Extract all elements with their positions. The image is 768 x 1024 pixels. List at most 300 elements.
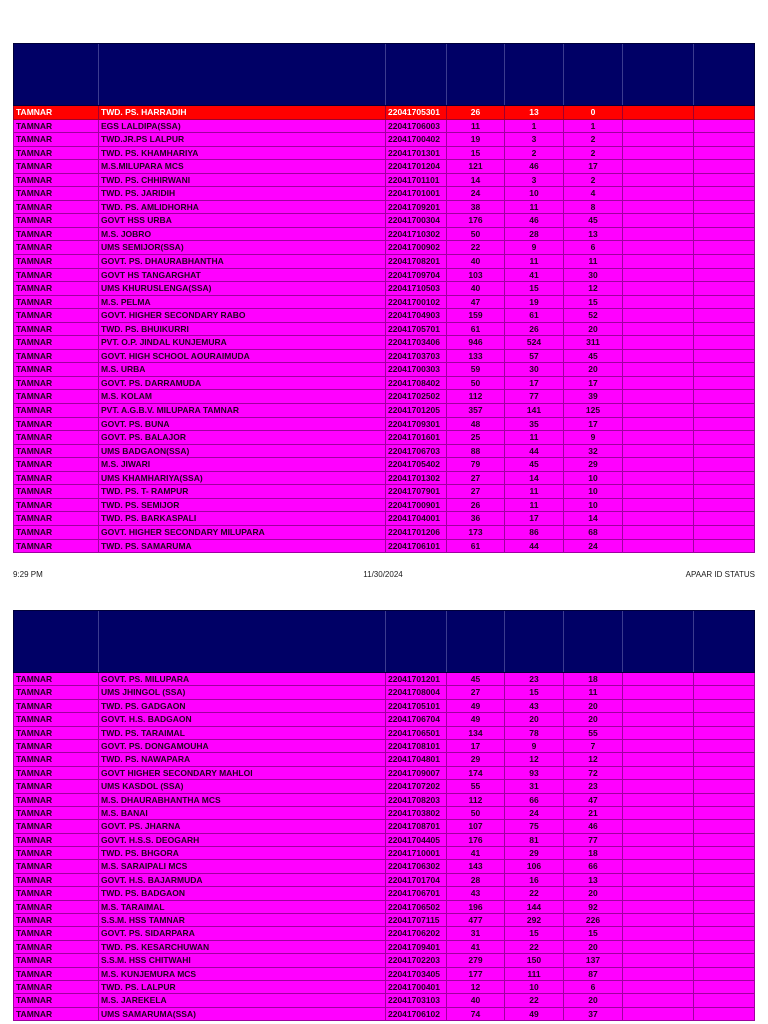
table-header-row [13, 610, 755, 673]
count-cell: 226 [564, 914, 623, 926]
table-row [13, 228, 755, 242]
count-cell: 12 [447, 981, 505, 993]
highlighted-table-row [13, 106, 755, 120]
udise-code-cell: 22041709201 [386, 201, 447, 214]
school-name-cell: M.S. KUNJEMURA MCS [99, 968, 386, 980]
empty-cell [694, 174, 754, 187]
school-name-cell: TWD.JR.PS LALPUR [99, 133, 386, 146]
count-cell: 36 [447, 512, 505, 525]
count-cell: 10 [564, 485, 623, 498]
empty-cell [623, 336, 694, 349]
table-row [13, 445, 755, 459]
count-cell: 29 [505, 847, 564, 859]
block-name-cell: TAMNAR [14, 901, 99, 913]
block-name-cell: TAMNAR [14, 390, 99, 403]
count-cell: 21 [564, 807, 623, 819]
count-cell: 61 [447, 323, 505, 336]
udise-code-cell: 22041700401 [386, 981, 447, 993]
header-cell [14, 44, 99, 105]
count-cell: 11 [505, 255, 564, 268]
empty-cell [694, 941, 754, 953]
empty-cell [694, 860, 754, 872]
block-name-cell: TAMNAR [14, 472, 99, 485]
empty-cell [623, 981, 694, 993]
table-row [13, 485, 755, 499]
count-cell: 6 [564, 241, 623, 254]
block-name-cell: TAMNAR [14, 499, 99, 512]
empty-cell [694, 994, 754, 1006]
count-cell: 27 [447, 472, 505, 485]
school-name-cell: TWD. PS. SEMIJOR [99, 499, 386, 512]
table-body [13, 673, 755, 1021]
udise-code-cell: 22041707115 [386, 914, 447, 926]
count-cell: 30 [564, 269, 623, 282]
table-body [13, 106, 755, 553]
school-name-cell: M.S. JOBRO [99, 228, 386, 241]
empty-cell [623, 727, 694, 739]
block-name-cell: TAMNAR [14, 106, 99, 119]
empty-cell [623, 780, 694, 792]
empty-cell [694, 485, 754, 498]
count-cell: 15 [505, 282, 564, 295]
block-name-cell: TAMNAR [14, 431, 99, 444]
count-cell: 7 [564, 740, 623, 752]
empty-cell [694, 214, 754, 227]
udise-code-cell: 22041703406 [386, 336, 447, 349]
udise-code-cell: 22041700402 [386, 133, 447, 146]
udise-code-cell: 22041710302 [386, 228, 447, 241]
count-cell: 50 [447, 228, 505, 241]
empty-cell [623, 241, 694, 254]
empty-cell [694, 673, 754, 685]
count-cell: 47 [564, 794, 623, 806]
count-cell: 52 [564, 309, 623, 322]
count-cell: 66 [505, 794, 564, 806]
empty-cell [694, 740, 754, 752]
table-row [13, 994, 755, 1007]
empty-cell [623, 887, 694, 899]
count-cell: 477 [447, 914, 505, 926]
school-name-cell: M.S. SARAIPALI MCS [99, 860, 386, 872]
empty-cell [623, 740, 694, 752]
empty-cell [623, 847, 694, 859]
school-name-cell: TWD. PS. JARIDIH [99, 187, 386, 200]
count-cell: 2 [564, 147, 623, 160]
school-name-cell: UMS SEMIJOR(SSA) [99, 241, 386, 254]
header-cell [564, 44, 623, 105]
empty-cell [694, 106, 754, 119]
block-name-cell: TAMNAR [14, 404, 99, 417]
count-cell: 112 [447, 794, 505, 806]
empty-cell [623, 160, 694, 173]
count-cell: 11 [564, 255, 623, 268]
school-name-cell: TWD. PS. TARAIMAL [99, 727, 386, 739]
udise-code-cell: 22041700304 [386, 214, 447, 227]
count-cell: 45 [564, 214, 623, 227]
empty-cell [623, 214, 694, 227]
empty-cell [694, 753, 754, 765]
udise-code-cell: 22041704903 [386, 309, 447, 322]
udise-code-cell: 22041700902 [386, 241, 447, 254]
block-name-cell: TAMNAR [14, 201, 99, 214]
udise-code-cell: 22041704405 [386, 834, 447, 846]
school-name-cell: UMS KHURUSLENGA(SSA) [99, 282, 386, 295]
udise-code-cell: 22041700303 [386, 363, 447, 376]
footer-date: 11/30/2024 [363, 570, 403, 579]
count-cell: 92 [564, 901, 623, 913]
count-cell: 77 [564, 834, 623, 846]
header-cell [505, 611, 564, 672]
block-name-cell: TAMNAR [14, 512, 99, 525]
status-table-page-1 [13, 43, 755, 553]
table-row [13, 363, 755, 377]
count-cell: 22 [505, 994, 564, 1006]
udise-code-cell: 22041706703 [386, 445, 447, 458]
school-name-cell: UMS KASDOL (SSA) [99, 780, 386, 792]
block-name-cell: TAMNAR [14, 241, 99, 254]
school-name-cell: S.S.M. HSS TAMNAR [99, 914, 386, 926]
header-cell [623, 611, 694, 672]
count-cell: 357 [447, 404, 505, 417]
table-row [13, 713, 755, 726]
table-row [13, 914, 755, 927]
school-name-cell: TWD. PS. T- RAMPUR [99, 485, 386, 498]
count-cell: 66 [564, 860, 623, 872]
count-cell: 18 [564, 673, 623, 685]
school-name-cell: M.S. KOLAM [99, 390, 386, 403]
udise-code-cell: 22041706101 [386, 540, 447, 553]
count-cell: 17 [505, 512, 564, 525]
empty-cell [694, 323, 754, 336]
empty-cell [623, 512, 694, 525]
count-cell: 79 [447, 458, 505, 471]
table-row [13, 241, 755, 255]
empty-cell [623, 390, 694, 403]
school-name-cell: GOVT. PS. DHAURABHANTHA [99, 255, 386, 268]
count-cell: 22 [447, 241, 505, 254]
count-cell: 141 [505, 404, 564, 417]
empty-cell [623, 269, 694, 282]
udise-code-cell: 22041703802 [386, 807, 447, 819]
count-cell: 15 [447, 147, 505, 160]
table-row [13, 174, 755, 188]
count-cell: 87 [564, 968, 623, 980]
empty-cell [694, 954, 754, 966]
empty-cell [694, 269, 754, 282]
empty-cell [694, 418, 754, 431]
block-name-cell: TAMNAR [14, 968, 99, 980]
school-name-cell: M.S. PELMA [99, 296, 386, 309]
school-name-cell: GOVT HSS URBA [99, 214, 386, 227]
school-name-cell: GOVT. HIGH SCHOOL AOURAIMUDA [99, 350, 386, 363]
count-cell: 10 [564, 472, 623, 485]
count-cell: 20 [564, 941, 623, 953]
block-name-cell: TAMNAR [14, 147, 99, 160]
table-row [13, 927, 755, 940]
empty-cell [694, 377, 754, 390]
table-row [13, 834, 755, 847]
count-cell: 18 [564, 847, 623, 859]
school-name-cell: TWD. PS. GADGAON [99, 700, 386, 712]
count-cell: 49 [505, 1008, 564, 1020]
block-name-cell: TAMNAR [14, 860, 99, 872]
count-cell: 86 [505, 526, 564, 539]
count-cell: 29 [447, 753, 505, 765]
table-row [13, 187, 755, 201]
count-cell: 15 [505, 686, 564, 698]
empty-cell [694, 968, 754, 980]
table-row [13, 860, 755, 873]
empty-cell [694, 847, 754, 859]
table-row [13, 404, 755, 418]
count-cell: 81 [505, 834, 564, 846]
empty-cell [623, 120, 694, 133]
count-cell: 48 [447, 418, 505, 431]
table-row [13, 981, 755, 994]
count-cell: 3 [505, 174, 564, 187]
empty-cell [694, 472, 754, 485]
count-cell: 43 [447, 887, 505, 899]
table-row [13, 418, 755, 432]
empty-cell [694, 901, 754, 913]
block-name-cell: TAMNAR [14, 686, 99, 698]
count-cell: 25 [447, 431, 505, 444]
count-cell: 44 [505, 445, 564, 458]
empty-cell [623, 767, 694, 779]
block-name-cell: TAMNAR [14, 309, 99, 322]
count-cell: 1 [505, 120, 564, 133]
empty-cell [623, 106, 694, 119]
count-cell: 41 [447, 847, 505, 859]
empty-cell [623, 377, 694, 390]
count-cell: 72 [564, 767, 623, 779]
count-cell: 134 [447, 727, 505, 739]
udise-code-cell: 22041702203 [386, 954, 447, 966]
empty-cell [623, 485, 694, 498]
empty-cell [623, 686, 694, 698]
udise-code-cell: 22041704001 [386, 512, 447, 525]
header-cell [386, 44, 447, 105]
school-name-cell: TWD. PS. HARRADIH [99, 106, 386, 119]
empty-cell [694, 255, 754, 268]
count-cell: 50 [447, 377, 505, 390]
count-cell: 46 [505, 214, 564, 227]
block-name-cell: TAMNAR [14, 540, 99, 553]
udise-code-cell: 22041706501 [386, 727, 447, 739]
empty-cell [694, 512, 754, 525]
count-cell: 292 [505, 914, 564, 926]
count-cell: 13 [505, 106, 564, 119]
table-row [13, 269, 755, 283]
count-cell: 125 [564, 404, 623, 417]
udise-code-cell: 22041701704 [386, 874, 447, 886]
block-name-cell: TAMNAR [14, 160, 99, 173]
udise-code-cell: 22041708004 [386, 686, 447, 698]
empty-cell [694, 160, 754, 173]
count-cell: 20 [564, 887, 623, 899]
school-name-cell: M.S. BANAI [99, 807, 386, 819]
count-cell: 14 [447, 174, 505, 187]
table-row [13, 794, 755, 807]
school-name-cell: GOVT. H.S. BAJARMUDA [99, 874, 386, 886]
count-cell: 38 [447, 201, 505, 214]
count-cell: 27 [447, 686, 505, 698]
block-name-cell: TAMNAR [14, 187, 99, 200]
table-row [13, 887, 755, 900]
empty-cell [623, 753, 694, 765]
empty-cell [623, 363, 694, 376]
empty-cell [694, 713, 754, 725]
table-row [13, 499, 755, 513]
empty-cell [623, 445, 694, 458]
count-cell: 20 [564, 994, 623, 1006]
empty-cell [694, 458, 754, 471]
count-cell: 93 [505, 767, 564, 779]
udise-code-cell: 22041709401 [386, 941, 447, 953]
footer-time: 9:29 PM [13, 570, 43, 579]
table-row [13, 968, 755, 981]
count-cell: 17 [447, 740, 505, 752]
count-cell: 44 [505, 540, 564, 553]
count-cell: 46 [505, 160, 564, 173]
block-name-cell: TAMNAR [14, 120, 99, 133]
count-cell: 41 [447, 941, 505, 953]
table-row [13, 727, 755, 740]
empty-cell [623, 874, 694, 886]
count-cell: 279 [447, 954, 505, 966]
count-cell: 174 [447, 767, 505, 779]
empty-cell [694, 727, 754, 739]
count-cell: 50 [447, 807, 505, 819]
udise-code-cell: 22041702502 [386, 390, 447, 403]
block-name-cell: TAMNAR [14, 174, 99, 187]
block-name-cell: TAMNAR [14, 847, 99, 859]
count-cell: 61 [447, 540, 505, 553]
empty-cell [694, 445, 754, 458]
empty-cell [623, 540, 694, 553]
count-cell: 3 [505, 133, 564, 146]
school-name-cell: PVT. A.G.B.V. MILUPARA TAMNAR [99, 404, 386, 417]
empty-cell [623, 296, 694, 309]
header-cell [623, 44, 694, 105]
school-name-cell: S.S.M. HSS CHITWAHI [99, 954, 386, 966]
block-name-cell: TAMNAR [14, 740, 99, 752]
table-row [13, 954, 755, 967]
count-cell: 22 [505, 941, 564, 953]
udise-code-cell: 22041708201 [386, 255, 447, 268]
school-name-cell: GOVT. HIGHER SECONDARY RABO [99, 309, 386, 322]
count-cell: 20 [564, 363, 623, 376]
block-name-cell: TAMNAR [14, 214, 99, 227]
table-row [13, 901, 755, 914]
udise-code-cell: 22041706502 [386, 901, 447, 913]
count-cell: 17 [564, 418, 623, 431]
udise-code-cell: 22041708701 [386, 820, 447, 832]
school-name-cell: TWD. PS. KHAMHARIYA [99, 147, 386, 160]
count-cell: 47 [447, 296, 505, 309]
school-name-cell: GOVT HIGHER SECONDARY MAHLOI [99, 767, 386, 779]
school-name-cell: GOVT. PS. DARRAMUDA [99, 377, 386, 390]
count-cell: 61 [505, 309, 564, 322]
count-cell: 6 [564, 981, 623, 993]
empty-cell [694, 767, 754, 779]
school-name-cell: GOVT. PS. BUNA [99, 418, 386, 431]
udise-code-cell: 22041703103 [386, 994, 447, 1006]
udise-code-cell: 22041706302 [386, 860, 447, 872]
empty-cell [623, 994, 694, 1006]
count-cell: 11 [505, 431, 564, 444]
block-name-cell: TAMNAR [14, 350, 99, 363]
empty-cell [623, 820, 694, 832]
count-cell: 20 [564, 700, 623, 712]
empty-cell [694, 133, 754, 146]
count-cell: 22 [505, 887, 564, 899]
empty-cell [623, 807, 694, 819]
block-name-cell: TAMNAR [14, 133, 99, 146]
count-cell: 30 [505, 363, 564, 376]
block-name-cell: TAMNAR [14, 753, 99, 765]
school-name-cell: TWD. PS. CHHIRWANI [99, 174, 386, 187]
empty-cell [694, 282, 754, 295]
udise-code-cell: 22041708101 [386, 740, 447, 752]
table-row [13, 255, 755, 269]
table-row [13, 323, 755, 337]
empty-cell [623, 1008, 694, 1020]
empty-cell [623, 968, 694, 980]
empty-cell [694, 807, 754, 819]
count-cell: 11 [505, 485, 564, 498]
empty-cell [623, 834, 694, 846]
block-name-cell: TAMNAR [14, 336, 99, 349]
empty-cell [694, 309, 754, 322]
block-name-cell: TAMNAR [14, 485, 99, 498]
count-cell: 20 [564, 323, 623, 336]
table-row [13, 807, 755, 820]
table-row [13, 390, 755, 404]
school-name-cell: M.S. TARAIMAL [99, 901, 386, 913]
empty-cell [694, 820, 754, 832]
header-cell [505, 44, 564, 105]
empty-cell [694, 914, 754, 926]
count-cell: 40 [447, 994, 505, 1006]
count-cell: 31 [447, 927, 505, 939]
count-cell: 45 [447, 673, 505, 685]
table-row [13, 431, 755, 445]
school-name-cell: EGS LALDIPA(SSA) [99, 120, 386, 133]
empty-cell [694, 981, 754, 993]
count-cell: 49 [447, 700, 505, 712]
block-name-cell: TAMNAR [14, 914, 99, 926]
table-row [13, 767, 755, 780]
empty-cell [694, 390, 754, 403]
empty-cell [694, 187, 754, 200]
count-cell: 78 [505, 727, 564, 739]
table-row [13, 874, 755, 887]
empty-cell [694, 404, 754, 417]
table-row [13, 847, 755, 860]
udise-code-cell: 22041709301 [386, 418, 447, 431]
count-cell: 24 [505, 807, 564, 819]
empty-cell [694, 780, 754, 792]
block-name-cell: TAMNAR [14, 874, 99, 886]
school-name-cell: M.S.MILUPARA MCS [99, 160, 386, 173]
table-row [13, 350, 755, 364]
count-cell: 14 [564, 512, 623, 525]
empty-cell [623, 255, 694, 268]
count-cell: 55 [447, 780, 505, 792]
school-name-cell: TWD. PS. LALPUR [99, 981, 386, 993]
empty-cell [623, 282, 694, 295]
